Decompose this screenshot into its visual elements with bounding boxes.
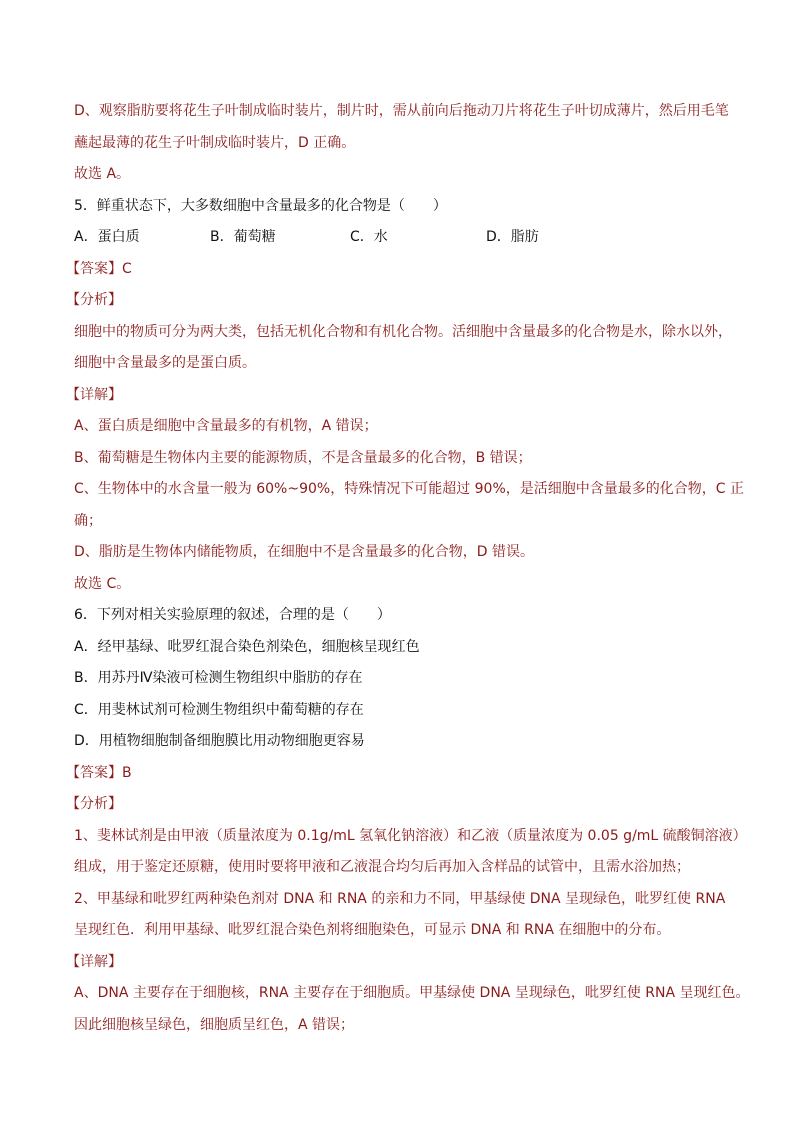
q6-answer-tag: 【答案】 [66,765,122,781]
q4-choose: 故选 A。 [74,166,131,182]
q6-option-d: D．用植物细胞制备细胞膜比用动物细胞更容易 [74,733,365,749]
q6-detail-tag: 【详解】 [66,954,122,970]
q5-analysis-line1: 细胞中的物质可分为两大类，包括无机化合物和有机化合物。活细胞中含量最多的化合物是水，除水以外， [74,324,732,340]
q5-detail-tag: 【详解】 [66,387,122,403]
q6-option-b: B．用苏丹Ⅳ染液可检测生物组织中脂肪的存在 [74,670,363,686]
q5-detail-d: D、脂肪是生物体内储能物质，在细胞中不是含量最多的化合物，D 错误。 [74,544,535,560]
q5-choose: 故选 C。 [74,576,131,592]
q5-detail-a: A、蛋白质是细胞中含量最多的有机物，A 错误； [74,418,378,434]
q5-option-c: C．水 [350,229,388,245]
q5-options [74,228,594,246]
q5-detail-c-line2: 确； [74,513,102,529]
q4-detail-d-line1: D、观察脂肪要将花生子叶制成临时装片，制片时，需从前向后拖动刀片将花生子叶切成薄片，然后用毛笔 [74,103,729,119]
q6-option-c: C．用斐林试剂可检测生物组织中葡萄糖的存在 [74,702,364,718]
q6-analysis-2-line1: 2、甲基绿和吡罗红两种染色剂对 DNA 和 RNA 的亲和力不同，甲基绿使 DNA 呈现绿色，吡罗红使 RNA [74,891,726,907]
q5-answer-tag: 【答案】 [66,261,122,277]
q6-analysis-tag: 【分析】 [66,796,122,812]
q6-analysis-1-line2: 组成，用于鉴定还原糖，使用时要将甲液和乙液混合均匀后再加入含样品的试管中，且需水浴加热； [74,859,690,875]
q6-answer [66,764,132,782]
q6-stem: 6．下列对相关实验原理的叙述，合理的是（ ） [74,607,391,623]
q6-analysis-2-line2: 呈现红色．利用甲基绿、吡罗红混合染色剂将细胞染色，可显示 DNA 和 RNA 在细胞中的分布。 [74,922,671,938]
q5-analysis-line2: 细胞中含量最多的是蛋白质。 [74,355,256,371]
q5-detail-c-line1: C、生物体中的水含量一般为 60%~90%，特殊情况下可能超过 90%，是活细胞中含量最多的化合物，C 正 [74,481,744,497]
q6-option-a: A．经甲基绿、吡罗红混合染色剂染色，细胞核呈现红色 [74,639,420,655]
q6-detail-a-line1: A、DNA 主要存在于细胞核，RNA 主要存在于细胞质。甲基绿使 DNA 呈现绿色，吡罗红使 RNA 呈现红色。 [74,985,750,1001]
q6-analysis-1-line1: 1、斐林试剂是由甲液（质量浓度为 0.1g/mL 氢氧化钠溶液）和乙液（质量浓度为 0.05 g/mL 硫酸铜溶液） [74,828,747,844]
q5-stem: 5．鲜重状态下，大多数细胞中含量最多的化合物是（ ） [74,198,447,214]
q5-detail-b: B、葡萄糖是生物体内主要的能源物质，不是含量最多的化合物，B 错误； [74,450,532,466]
q5-answer-value: C [122,261,132,277]
q5-option-b: B．葡萄糖 [210,229,276,245]
q5-option-a: A．蛋白质 [74,229,140,245]
q6-detail-a-line2: 因此细胞核呈绿色，细胞质呈红色，A 错误； [74,1017,355,1033]
q5-option-d: D．脂肪 [486,229,539,245]
q4-detail-d-line2: 蘸起最薄的花生子叶制成临时装片，D 正确。 [74,135,356,151]
q6-answer-value: B [122,765,132,781]
q5-answer [66,260,132,278]
q5-analysis-tag: 【分析】 [66,292,122,308]
